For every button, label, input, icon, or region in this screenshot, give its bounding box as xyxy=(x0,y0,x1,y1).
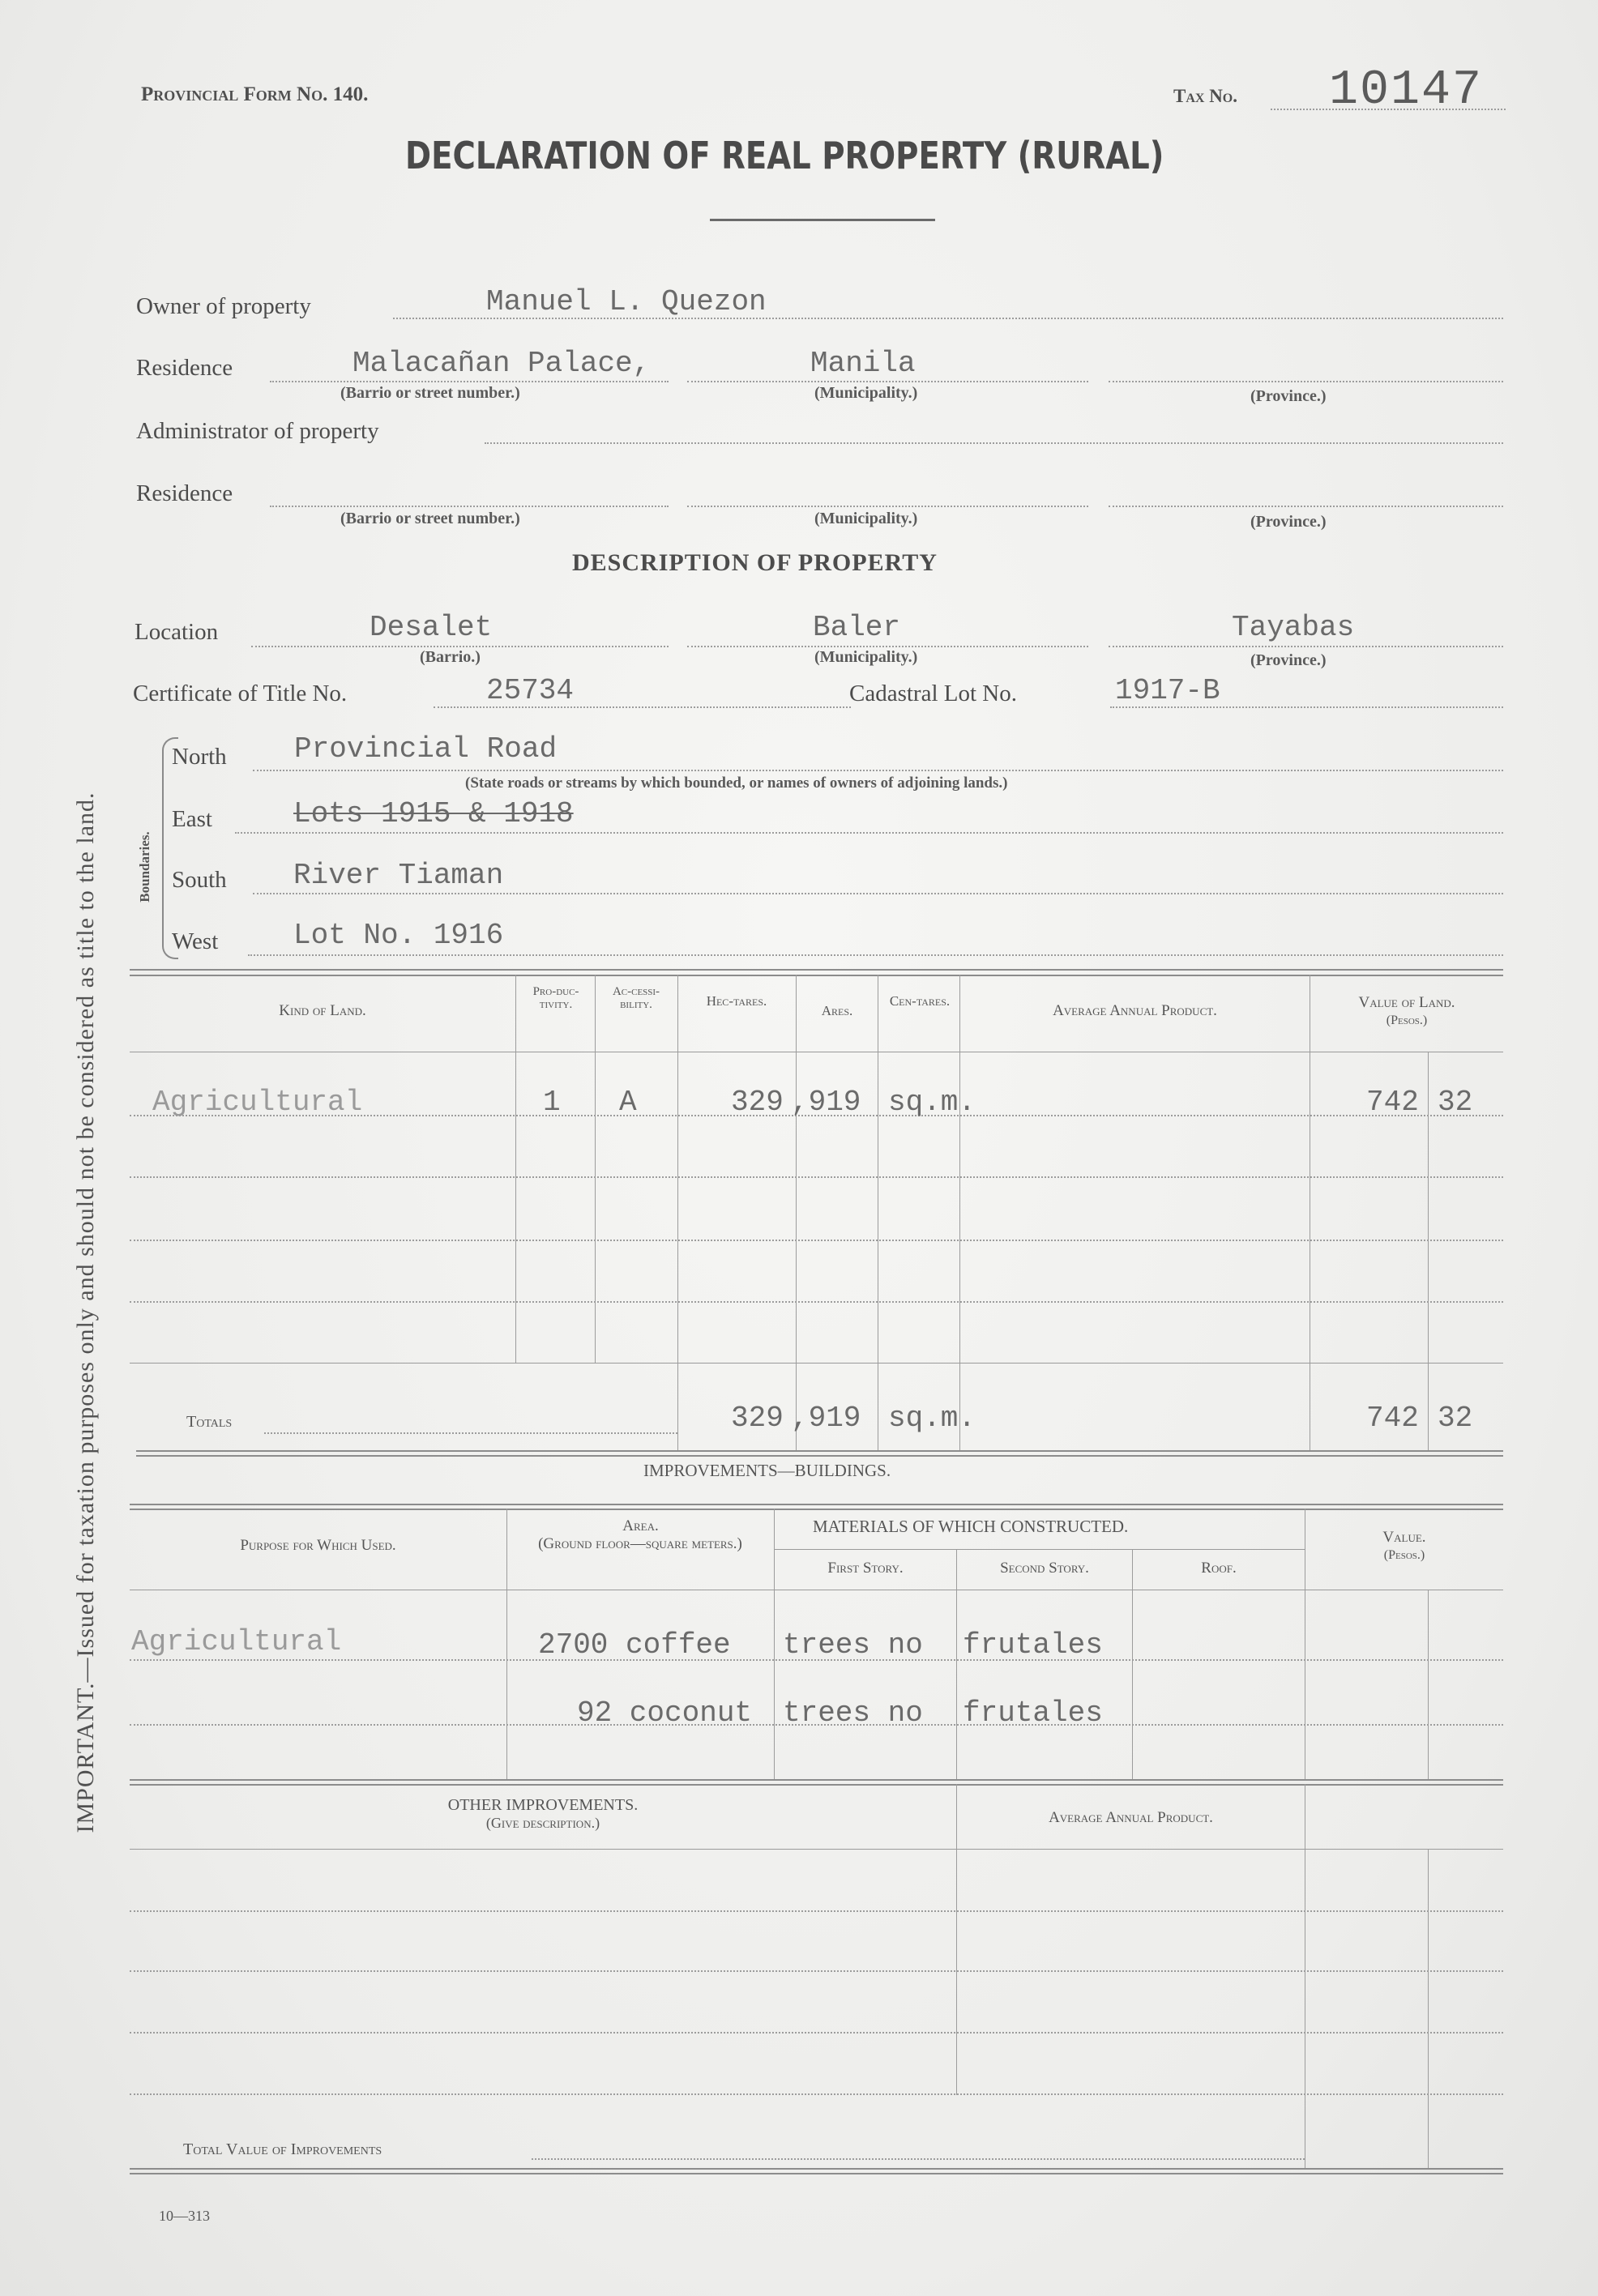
location-label: Location xyxy=(135,619,219,645)
caption-loc-barrio: (Barrio.) xyxy=(420,648,481,666)
land-value-pesos: 742 xyxy=(1366,1086,1419,1119)
location-province: Tayabas xyxy=(1232,611,1355,644)
total-improvements-label: Total Value of Improvements xyxy=(183,2140,382,2158)
col-purpose: Purpose for Which Used. xyxy=(240,1537,396,1554)
cadastral-number: 1917-B xyxy=(1115,674,1220,707)
col-ares: Ares. xyxy=(821,1003,853,1018)
col-improvement-value-unit: (Pesos.) xyxy=(1383,1548,1425,1562)
land-hectares: 329 xyxy=(731,1086,784,1119)
col-hectares: Hec-tares. xyxy=(706,993,767,1009)
other-improvements-heading: OTHER IMPROVEMENTS. xyxy=(447,1796,639,1814)
boundary-south-value: River Tiaman xyxy=(293,859,504,892)
admin-residence-label: Residence xyxy=(136,480,233,506)
col-productivity: Pro-duc-tivity. xyxy=(532,985,579,1011)
boundaries-brace xyxy=(162,737,178,959)
col-centares: Cen-tares. xyxy=(889,993,951,1009)
boundary-north-value: Provincial Road xyxy=(294,732,558,766)
col-second-story: Second Story. xyxy=(1000,1560,1089,1577)
admin-caption-municipality: (Municipality.) xyxy=(814,510,918,527)
cadastral-label: Cadastral Lot No. xyxy=(849,681,1017,706)
caption-loc-municipality: (Municipality.) xyxy=(814,648,918,666)
residence-barrio: Malacañan Palace, xyxy=(352,347,651,380)
boundary-south-label: South xyxy=(172,867,227,893)
col-avg-product: Average Annual Product. xyxy=(1053,1002,1217,1019)
col-materials: MATERIALS OF WHICH CONSTRUCTED. xyxy=(813,1517,1129,1536)
side-note: IMPORTANT.—Issued for taxation purposes only and should not be considered as title to the land. xyxy=(72,792,99,1833)
other-improvements-sub: (Give description.) xyxy=(485,1815,600,1831)
col-value-of-land: Value of Land. xyxy=(1358,994,1455,1011)
tax-number: 10147 xyxy=(1329,63,1484,118)
residence-municipality: Manila xyxy=(810,347,916,380)
admin-caption-province: (Province.) xyxy=(1250,513,1327,531)
admin-caption-barrio: (Barrio or street number.) xyxy=(340,510,520,527)
footer-code: 10—313 xyxy=(159,2208,210,2224)
page-title: DECLARATION OF REAL PROPERTY (RURAL) xyxy=(405,134,1164,177)
totals-hectares: 329 xyxy=(731,1402,784,1435)
location-municipality: Baler xyxy=(813,611,901,644)
totals-value-cents: 32 xyxy=(1438,1402,1473,1435)
location-barrio: Desalet xyxy=(370,611,493,644)
col-improvement-value: Value. xyxy=(1382,1529,1426,1546)
improvements-heading: IMPROVEMENTS—BUILDINGS. xyxy=(643,1461,891,1480)
residence-label: Residence xyxy=(136,355,233,381)
boundary-west-value: Lot No. 1916 xyxy=(293,919,504,952)
land-productivity: 1 xyxy=(543,1086,561,1119)
land-centares: sq.m. xyxy=(888,1086,976,1119)
improvement-row2-second: frutales xyxy=(963,1696,1103,1730)
administrator-label: Administrator of property xyxy=(136,418,379,444)
improvement-row1-area: 2700 coffee xyxy=(538,1628,731,1662)
form-number: Provincial Form No. 140. xyxy=(141,83,369,105)
land-kind: Agricultural xyxy=(152,1086,363,1119)
col-roof: Roof. xyxy=(1201,1560,1237,1577)
description-heading: DESCRIPTION OF PROPERTY xyxy=(572,549,938,576)
boundaries-label: Boundaries. xyxy=(137,831,152,903)
caption-municipality: (Municipality.) xyxy=(814,384,918,402)
totals-label: Totals xyxy=(186,1413,233,1431)
totals-centares: sq.m. xyxy=(888,1402,976,1435)
title-number: 25734 xyxy=(486,674,575,707)
improvement-row1-second: frutales xyxy=(963,1628,1103,1662)
improvement-row1-purpose: Agricultural xyxy=(131,1625,342,1658)
caption-province: (Province.) xyxy=(1250,387,1327,405)
improvement-row1-first: trees no xyxy=(783,1628,923,1662)
improvement-row2-first: trees no xyxy=(783,1696,923,1730)
caption-barrio: (Barrio or street number.) xyxy=(340,384,520,402)
col-kind-of-land: Kind of Land. xyxy=(279,1002,366,1019)
tax-label: Tax No. xyxy=(1173,86,1238,106)
col-area: Area. xyxy=(622,1517,659,1534)
boundary-east-value: Lots 1915 & 1918 xyxy=(293,797,574,830)
other-avg-product: Average Annual Product. xyxy=(1049,1809,1213,1826)
owner-value: Manuel L. Quezon xyxy=(486,285,767,318)
col-accessibility: Ac-cessi-bility. xyxy=(612,985,660,1011)
boundary-north-label: North xyxy=(172,744,227,770)
totals-ares: ,919 xyxy=(791,1402,861,1435)
col-value-unit: (Pesos.) xyxy=(1386,1014,1428,1027)
col-first-story: First Story. xyxy=(827,1560,904,1577)
boundaries-caption: (State roads or streams by which bounded, or names of owners of adjoining lands.) xyxy=(465,775,1008,792)
col-area-sub: (Ground floor—square meters.) xyxy=(538,1535,742,1552)
boundary-west-label: West xyxy=(172,928,219,954)
caption-loc-province: (Province.) xyxy=(1250,651,1327,669)
title-label: Certificate of Title No. xyxy=(133,681,348,706)
totals-value-pesos: 742 xyxy=(1366,1402,1419,1435)
improvement-row2-area: 92 coconut xyxy=(577,1696,753,1730)
owner-label: Owner of property xyxy=(136,293,311,319)
land-accessibility: A xyxy=(619,1086,637,1119)
land-value-cents: 32 xyxy=(1438,1086,1473,1119)
land-ares: ,919 xyxy=(791,1086,861,1119)
boundary-east-label: East xyxy=(172,806,212,832)
